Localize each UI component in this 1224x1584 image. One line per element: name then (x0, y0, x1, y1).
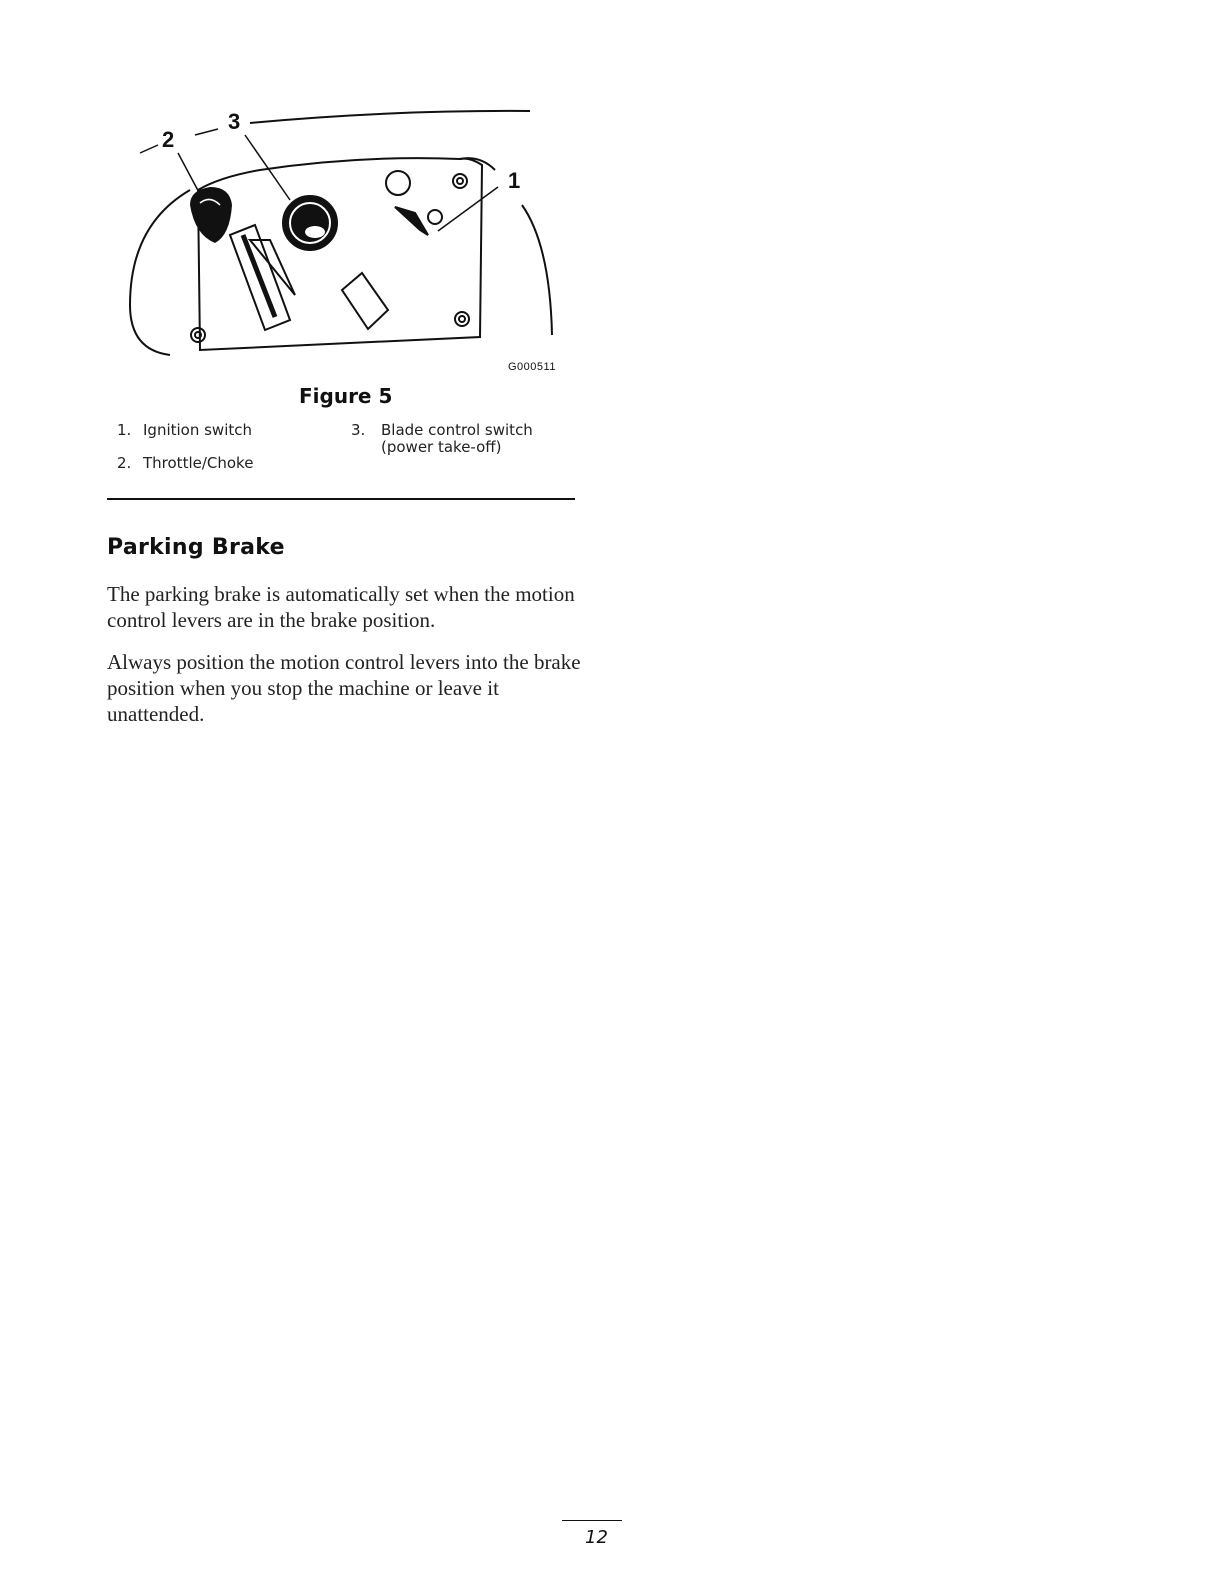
section-heading: Parking Brake (107, 535, 285, 560)
throttle-knob (190, 187, 232, 243)
dashboard-top-edge (250, 111, 530, 123)
panel-plate-back (460, 158, 495, 170)
hole-indicator (386, 171, 410, 195)
legend-number: 2. (117, 454, 132, 472)
legend-number: 1. (117, 421, 132, 439)
ignition-switch (395, 207, 428, 235)
legend-label: Ignition switch (143, 421, 253, 439)
callout-2: 2 (162, 127, 175, 152)
mount-screw-bottom-right (455, 312, 469, 326)
dashboard-right-edge (522, 205, 552, 335)
paragraph-1: The parking brake is automatically set when the motion control levers are in the brake position. (107, 582, 575, 632)
dashboard-outline (130, 190, 190, 355)
leader-line-1 (438, 187, 498, 231)
page-number-rule (562, 1520, 622, 1521)
throttle-track (243, 235, 275, 317)
legend-item-2 (117, 454, 253, 472)
legend-item-1 (117, 421, 252, 439)
mount-screw-bottom-left (191, 328, 205, 342)
page-number: 12 (585, 1527, 608, 1548)
callout-1: 1 (508, 168, 521, 193)
paragraph-2: Always position the motion control levers into the brake position when you stop the machine or leave it unattended. (107, 650, 581, 726)
legend-label: Throttle/Choke (143, 454, 254, 472)
figure-caption: Figure 5 (299, 384, 393, 408)
callout-3: 3 (228, 109, 241, 134)
figure-code: G000511 (508, 361, 556, 373)
hour-meter (342, 273, 388, 329)
control-panel-illustration (110, 95, 590, 385)
legend-item-3-sub: (power take-off) (381, 438, 502, 456)
figure-divider (107, 498, 575, 500)
legend-label: Blade control switch (381, 421, 533, 439)
panel-plate (198, 158, 482, 350)
legend-number: 3. (351, 421, 366, 439)
blade-switch-knob (283, 196, 337, 250)
mount-screw-top-right (453, 174, 467, 188)
legend-item-3 (351, 421, 533, 439)
